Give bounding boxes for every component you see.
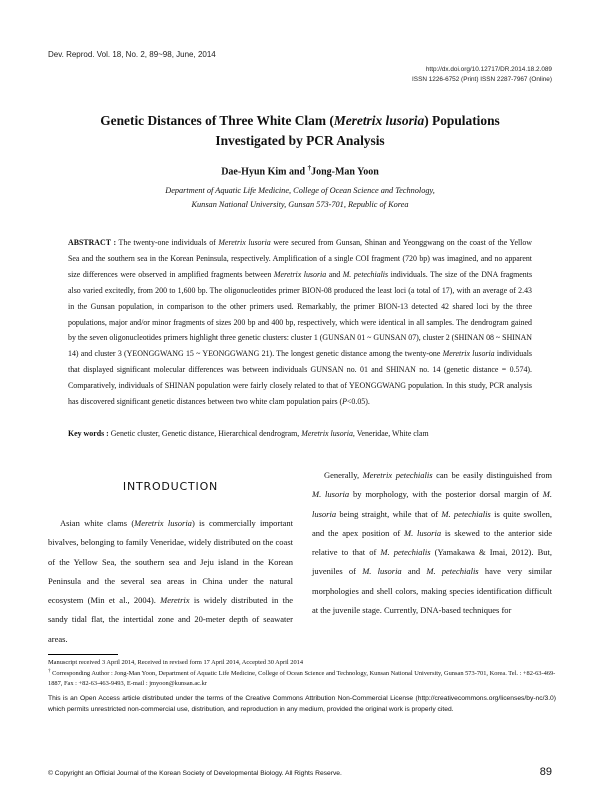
corresponding-author: [48, 667, 558, 688]
author-list: [0, 164, 600, 177]
body-text: is skewed to the anterior side relative to that of: [312, 527, 553, 558]
license-notice: This is an Open Access article distributed under the terms of the Creative Commons Attribution Non-Commercial License (http://creativecommons.org/licenses/by-nc/3.0) which permits unrestricted non-commercial use, distribution, and reproduction in any medium, provided the original work is properly cited.: [48, 695, 556, 713]
page-number: 89: [539, 766, 552, 778]
abstract-text: <0.05).: [346, 397, 370, 407]
body-text: Asian white clams (: [60, 518, 135, 528]
abstract-label: ABSTRACT :: [68, 238, 117, 247]
abstract-text: The twenty-one individuals of: [116, 238, 219, 247]
keywords-text: Genetic cluster, Genetic distance, Hierarchical dendrogram,: [108, 429, 302, 438]
affiliation: [0, 184, 600, 212]
doi-link[interactable]: http://dx.doi.org/10.12717/DR.2014.18.2.089: [425, 66, 552, 73]
species-name: Meretrix lusoria: [273, 269, 327, 279]
abstract: [68, 235, 532, 410]
manuscript-dates: Manuscript received 3 April 2014, Received in revised form 17 April 2014, Accepted 30 April 2014: [48, 659, 304, 666]
body-text: ) is commercially important bivalves, belonging to family Veneridae, widely distributed on the coast of the Yellow Sea, the southern sea and Jeju island in the Korean Peninsula and the several sea areas in China under the natural ecosystem (Min et al., 2004).: [48, 518, 293, 606]
keywords-label: Key words :: [68, 429, 109, 438]
doi-block: [412, 65, 552, 85]
author-1: Dae-Hyun Kim and: [221, 166, 308, 178]
keywords: [68, 427, 532, 441]
keywords-text: , Veneridae, White clam: [352, 429, 429, 438]
footnotes: [48, 658, 558, 688]
paper-title: [60, 111, 540, 151]
species-name: M. petechialis: [380, 547, 431, 558]
body-text: is widely distributed in the sandy tidal flat, the intertidal zone and 20-meter depth of seawater areas.: [48, 595, 293, 644]
species-name: M. petechialis: [426, 566, 479, 577]
title-species: Meretrix lusoria: [333, 113, 425, 128]
author-2: Jong-Man Yoon: [311, 166, 379, 178]
body-text: Generally,: [324, 470, 363, 480]
journal-citation: Dev. Reprod. Vol. 18, No. 2, 89~98, June, 2014: [48, 50, 216, 59]
affiliation-line2: Kunsan National University, Gunsan 573-701, Republic of Korea: [191, 200, 409, 209]
footnote-divider: [48, 654, 118, 655]
species-name: M. petechialis: [441, 508, 491, 519]
abstract-text: were secured from Gunsan, Shinan and Yeonggwang on the coast of the Yellow Sea and the southern sea in the Korean Peninsula, respectively. Amplification of a single COI fragment (720 bp) was imagined, and no apparent size differences were observed in amplified fragments between: [68, 238, 532, 279]
body-text: is quite swollen, and the apex position of: [312, 508, 553, 538]
body-text: and: [401, 566, 427, 577]
title-line2: Investigated by PCR Analysis: [215, 133, 385, 148]
species-name: M. lusoria: [404, 527, 442, 538]
corresponding-author-text: Corresponding Author : Jong-Man Yoon, Department of Aquatic Life Medicine, College of Ocean Science and Technology, Kunsan National University, Gunsan 573-701, Korea. Tel. : +82-63-469-1887, Fax : +82-63-463-9493, E-mail : jmyoon@kunsan.ac.kr: [48, 670, 556, 687]
title-line1-post: ) Populations: [424, 113, 500, 128]
copyright-notice: © Copyright an Official Journal of the Korean Society of Developmental Biology. All Rights Reserve.: [48, 770, 342, 777]
abstract-text: and: [326, 269, 343, 279]
issn-text: ISSN 1226-6752 (Print) ISSN 2287-7967 (Online): [412, 76, 552, 83]
species-name: Meretrix: [160, 595, 190, 606]
body-text: can be easily distinguished from: [432, 470, 552, 480]
abstract-text: individuals. The size of the DNA fragments also varied excitedly, from 200 to 1,600 bp. The oligonucleotides primer BION-08 produced the least loci (a total of 17), with an average of 2.43 in the Gunsan population, in comparison to the other primers used. Remarkably, the primer BION-13 detected 42 shared loci by the three populations, major and/or minor fragments of sizes 200 bp and 400 bp, respectively, which were identical in all samples. The dendrogram gained by the seven oligonucleotides primers highlight three genetic clusters: cluster 1 (GUNSAN 01 ~ GUNSAN 07), cluster 2 (SHINAN 08 ~ SHINAN 14) and cluster 3 (YEONGGWANG 15 ~ YEONGGWANG 21). The longest genetic distance among the twenty-one: [68, 269, 533, 359]
species-name: M. lusoria: [362, 566, 402, 577]
species-name: Meretrix lusoria: [301, 429, 353, 438]
section-heading-introduction: INTRODUCTION: [122, 480, 219, 493]
body-text: have very similar morphologies and shell colors, making species identification difficult at the juvenile stage. Currently, DNA-based techniques for: [312, 566, 552, 616]
dagger-mark: †: [48, 669, 51, 675]
abstract-text: individuals that displayed significant molecular differences was between individuals GUNSAN no. 01 and SHINAN no. 14 (genetic distance = 0.574). Comparatively, individuals of SHINAN population were fairly closely related to that of YEONGGWANG population. In this study, PCR analysis has discovered significant genetic distances between two white clam population pairs (: [68, 349, 532, 407]
body-column-left: [48, 514, 293, 649]
title-line1-pre: Genetic Distances of Three White Clam (: [100, 113, 334, 128]
body-text: by morphology, with the posterior dorsal margin of: [349, 489, 543, 500]
species-name: Meretrix lusoria: [134, 518, 192, 528]
species-name: Meretrix lusoria: [442, 349, 495, 359]
body-column-right: [312, 466, 552, 620]
body-text: (Yamakawa & Imai, 2012). But, juveniles of: [312, 547, 553, 577]
species-name: Meretrix lusoria: [218, 238, 271, 247]
body-text: being straight, while that of: [336, 508, 442, 519]
affiliation-line1: Department of Aquatic Life Medicine, College of Ocean Science and Technology,: [165, 186, 435, 195]
species-name: M. petechialis: [342, 269, 389, 279]
paragraph: [312, 466, 552, 620]
dagger-mark: †: [307, 164, 312, 172]
species-name: M. lusoria: [312, 489, 350, 500]
species-name: M. lusoria: [312, 489, 552, 519]
p-value-symbol: P: [342, 397, 347, 407]
paragraph: [48, 514, 293, 649]
species-name: Meretrix petechialis: [362, 470, 433, 480]
